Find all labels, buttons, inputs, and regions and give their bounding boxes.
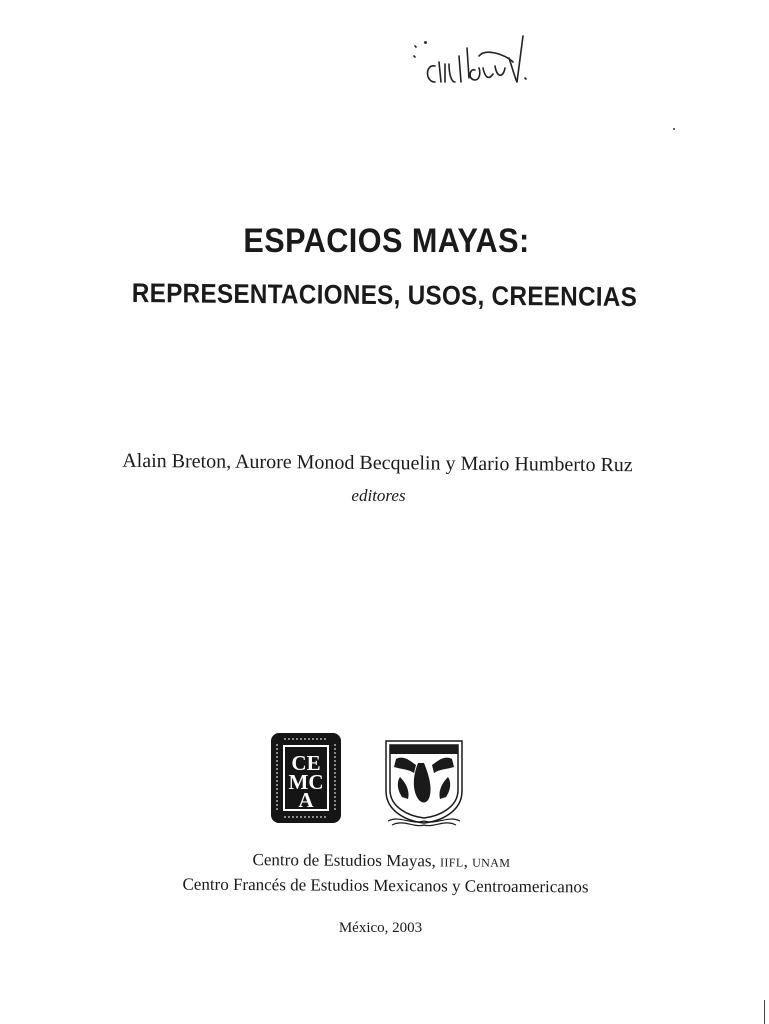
svg-text:MC: MC <box>288 770 324 794</box>
scan-speck <box>424 41 427 44</box>
place-and-date: México, 2003 <box>338 920 423 936</box>
editors-role: editores <box>351 486 406 505</box>
svg-text:A: A <box>298 788 314 812</box>
publisher-abbr-iifl: IIFL <box>439 855 464 870</box>
cemca-logo <box>270 732 342 824</box>
book-subtitle: REPRESENTACIONES, USOS, CREENCIAS <box>131 278 638 312</box>
publisher-abbr-unam: UNAM <box>472 855 511 870</box>
scan-edge-mark <box>764 1000 765 1024</box>
publisher-line-2: Centro Francés de Estudios Mexicanos y Centroamericanos <box>182 874 589 897</box>
publisher-line-1 <box>0 848 766 873</box>
editors-names: Alain Breton, Aurore Monod Becquelin y Mario Humberto Ruz <box>122 449 633 477</box>
publisher-name-1: Centro de Estudios Mayas, <box>252 850 436 871</box>
svg-text:CE: CE <box>291 751 321 775</box>
unam-coat-of-arms <box>380 733 468 829</box>
publisher-separator: , <box>463 851 468 871</box>
scan-speck <box>673 128 675 130</box>
book-title: ESPACIOS MAYAS: <box>243 222 530 260</box>
handwritten-signature <box>405 18 605 98</box>
